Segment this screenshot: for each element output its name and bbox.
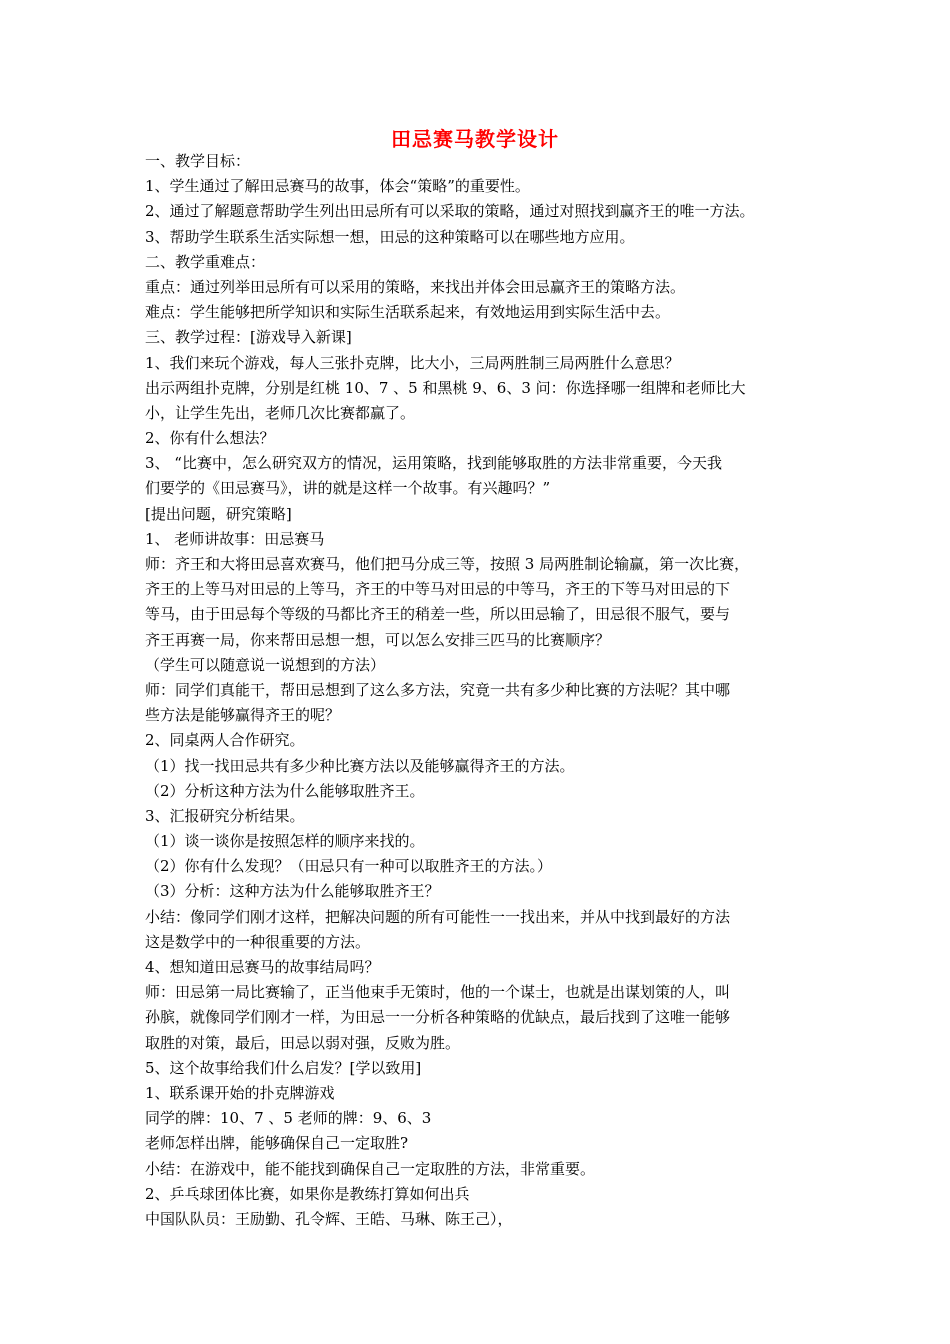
text-line: 小结：像同学们刚才这样，把解决问题的所有可能性一一找出来，并从中找到最好的方法 <box>145 907 731 926</box>
text-line: 1、 老师讲故事：田忌赛马 <box>145 529 325 548</box>
text-line: 一、教学目标： <box>145 152 251 170</box>
text-line: （3）分析：这种方法为什么能够取胜齐王？ <box>145 882 440 901</box>
text-line: 中国队队员：王励勤、孔令辉、王皓、马琳、陈王己）， <box>145 1209 513 1228</box>
text-line: 齐王的上等马对田忌的上等马，齐王的中等马对田忌的中等马，齐王的下等马对田忌的下 <box>145 580 731 599</box>
text-line: （1）谈一谈你是按照怎样的顺序来找的。 <box>145 832 425 851</box>
text-line: （2）分析这种方法为什么能够取胜齐王。 <box>145 781 425 800</box>
text-line: 5、这个故事给我们什么启发？[学以致用] <box>145 1058 422 1077</box>
text-line: 1、学生通过了解田忌赛马的故事，体会“策略”的重要性。 <box>145 177 530 196</box>
text-line: 师：同学们真能干，帮田忌想到了这么多方法，究竟一共有多少种比赛的方法呢？其中哪 <box>145 680 731 699</box>
text-line: 同学的牌：10、7 、5 老师的牌：9、6、3 <box>145 1109 432 1128</box>
text-line: 1、联系课开始的扑克牌游戏 <box>145 1083 335 1102</box>
text-line: 小结：在游戏中，能不能找到确保自己一定取胜的方法，非常重要。 <box>145 1159 596 1178</box>
text-line: 老师怎样出牌，能够确保自己一定取胜? <box>145 1134 409 1153</box>
text-line: 3、汇报研究分析结果。 <box>145 806 305 825</box>
text-line: （2）你有什么发现？（田忌只有一种可以取胜齐王的方法。） <box>145 857 553 876</box>
text-line: 重点：通过列举田忌所有可以采用的策略，来找出并体会田忌赢齐王的策略方法。 <box>145 277 686 296</box>
text-line: （1）找一找田忌共有多少种比赛方法以及能够赢得齐王的方法。 <box>145 756 575 775</box>
text-line: [提出问题，研究策略] <box>145 504 292 523</box>
text-line: 难点：学生能够把所学知识和实际生活联系起来，有效地运用到实际生活中去。 <box>145 303 671 322</box>
text-line: 齐王再赛一局，你来帮田忌想一想，可以怎么安排三匹马的比赛顺序？ <box>145 630 611 649</box>
text-line: 3、 “比赛中，怎么研究双方的情况，运用策略，找到能够取胜的方法非常重要，今天我 <box>145 454 722 473</box>
text-line: 1、我们来玩个游戏，每人三张扑克牌，比大小，三局两胜制三局两胜什么意思？ <box>145 353 680 372</box>
document-body <box>145 149 815 1232</box>
text-line: 些方法是能够赢得齐王的呢？ <box>145 706 341 725</box>
text-line: 取胜的对策，最后，田忌以弱对强，反败为胜。 <box>145 1033 461 1052</box>
text-line: 2、同桌两人合作研究。 <box>145 731 305 750</box>
text-line: 小，让学生先出，老师几次比赛都赢了。 <box>145 403 416 422</box>
text-line: 师：田忌第一局比赛输了，正当他束手无策时，他的一个谋士，也就是出谋划策的人，叫 <box>145 983 731 1002</box>
text-line: 这是数学中的一种很重要的方法。 <box>145 932 371 951</box>
text-line: 出示两组扑克牌，分别是红桃 10、7 、5 和黑桃 9、6、3 问：你选择哪一组牌和老师比大 <box>145 378 746 397</box>
text-line: 师：齐王和大将田忌喜欢赛马，他们把马分成三等，按照 3 局两胜制论输赢，第一次比赛， <box>145 555 750 573</box>
text-line: 孙膑，就像同学们刚才一样，为田忌一一分析各种策略的优缺点，最后找到了这唯一能够 <box>145 1008 731 1027</box>
text-line: 2、通过了解题意帮助学生列出田忌所有可以采取的策略，通过对照找到赢齐王的唯一方法。 <box>145 202 755 221</box>
text-line: 三、教学过程：[游戏导入新课] <box>145 328 352 347</box>
text-line: 2、你有什么想法？ <box>145 429 275 448</box>
text-line: 二、教学重难点： <box>145 252 266 271</box>
text-line: 4、想知道田忌赛马的故事结局吗？ <box>145 958 380 976</box>
text-line: 等马，由于田忌每个等级的马都比齐王的稍差一些，所以田忌输了，田忌很不服气，要与 <box>145 605 731 624</box>
text-line: （学生可以随意说一说想到的方法） <box>145 655 386 674</box>
text-line: 2、乒乓球团体比赛，如果你是教练打算如何出兵 <box>145 1184 470 1203</box>
text-line: 3、帮助学生联系生活实际想一想，田忌的这种策略可以在哪些地方应用。 <box>145 227 635 246</box>
document-title: 田忌赛马教学设计 <box>391 127 559 151</box>
text-line: 们要学的《田忌赛马》，讲的就是这样一个故事。有兴趣吗？” <box>145 479 551 498</box>
